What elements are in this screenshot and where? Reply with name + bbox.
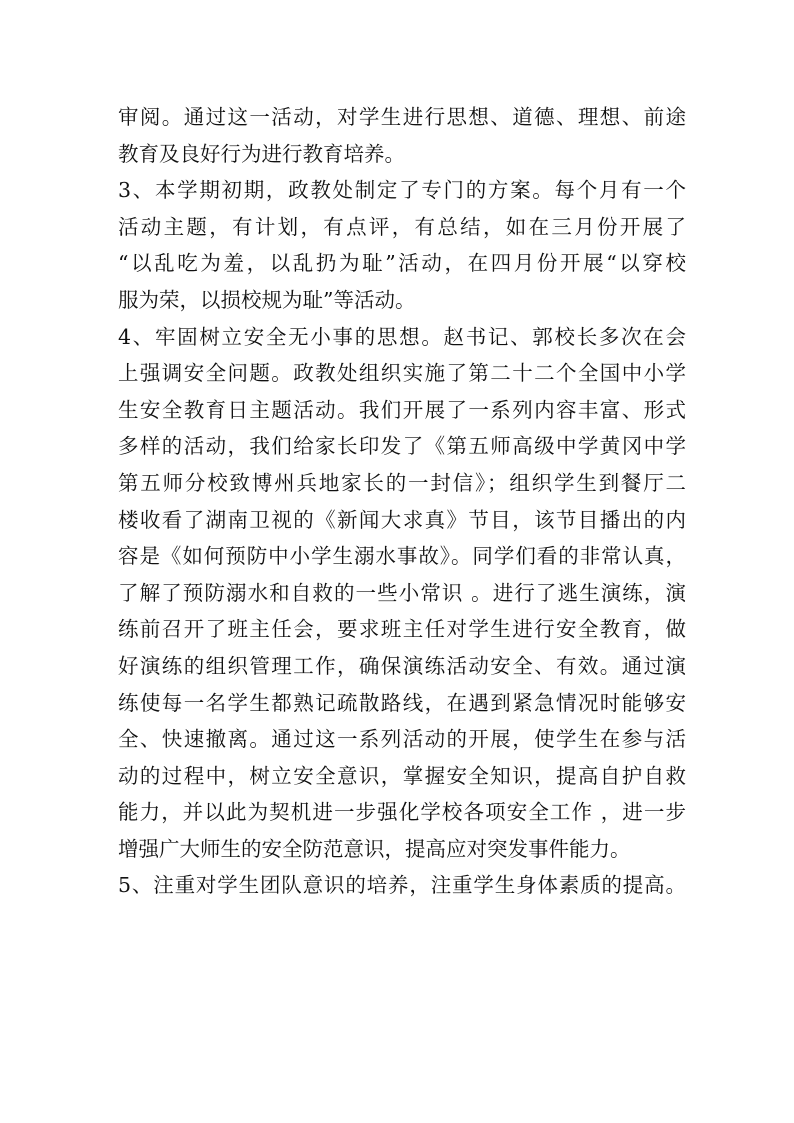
- text-line: 练前召开了班主任会，要求班主任对学生进行安全教育，做: [118, 617, 686, 642]
- text-line: 练使每一名学生都熟记疏散路线，在遇到紧急情况时能够安: [118, 690, 686, 715]
- text-line: 服为荣，以损校规为耻”等活动。: [118, 287, 416, 312]
- text-line: 4、牢固树立安全无小事的思想。赵书记、郭校长多次在会: [118, 324, 686, 349]
- text-line: 了解了预防溺水和自救的一些小常识 。进行了逃生演练，演: [118, 580, 686, 605]
- text-line: 楼收看了湖南卫视的《新闻大求真》节目，该节目播出的内: [118, 507, 686, 532]
- text-line: 好演练的组织管理工作，确保演练活动安全、有效。通过演: [118, 653, 686, 678]
- text-line: 审阅。通过这一活动，对学生进行思想、道德、理想、前途: [118, 105, 686, 129]
- text-line: 增强广大师生的安全防范意识，提高应对突发事件能力。: [118, 836, 631, 861]
- text-line: 容是《如何预防中小学生溺水事故》。同学们看的非常认真，: [118, 544, 686, 569]
- text-line: 3、本学期初期，政教处制定了专门的方案。每个月有一个: [118, 178, 686, 203]
- text-line: 动的过程中，树立安全意识，掌握安全知识，提高自护自救: [118, 763, 686, 788]
- text-line: 生安全教育日主题活动。我们开展了一系列内容丰富、形式: [118, 397, 686, 422]
- text-line: 活动主题，有计划，有点评，有总结，如在三月份开展了: [118, 214, 686, 239]
- text-line: 多样的活动，我们给家长印发了《第五师高级中学黄冈中学: [118, 434, 686, 459]
- text-line: 上强调安全问题。政教处组织实施了第二十二个全国中小学: [118, 361, 686, 386]
- document-body: [118, 99, 686, 904]
- text-line: 全、快速撤离。通过这一系列活动的开展，使学生在参与活: [118, 727, 686, 752]
- text-line: 5、注重对学生团队意识的培养，注重学生身体素质的提高。: [118, 873, 686, 898]
- text-line: 能力，并以此为契机进一步强化学校各项安全工作 ，进一步: [118, 800, 686, 825]
- text-line: 第五师分校致博州兵地家长的一封信》；组织学生到餐厅二: [118, 470, 686, 495]
- text-line: 教育及良好行为进行教育培养。: [118, 141, 405, 166]
- text-line: “以乱吃为羞，以乱扔为耻”活动，在四月份开展“以穿校: [118, 251, 686, 276]
